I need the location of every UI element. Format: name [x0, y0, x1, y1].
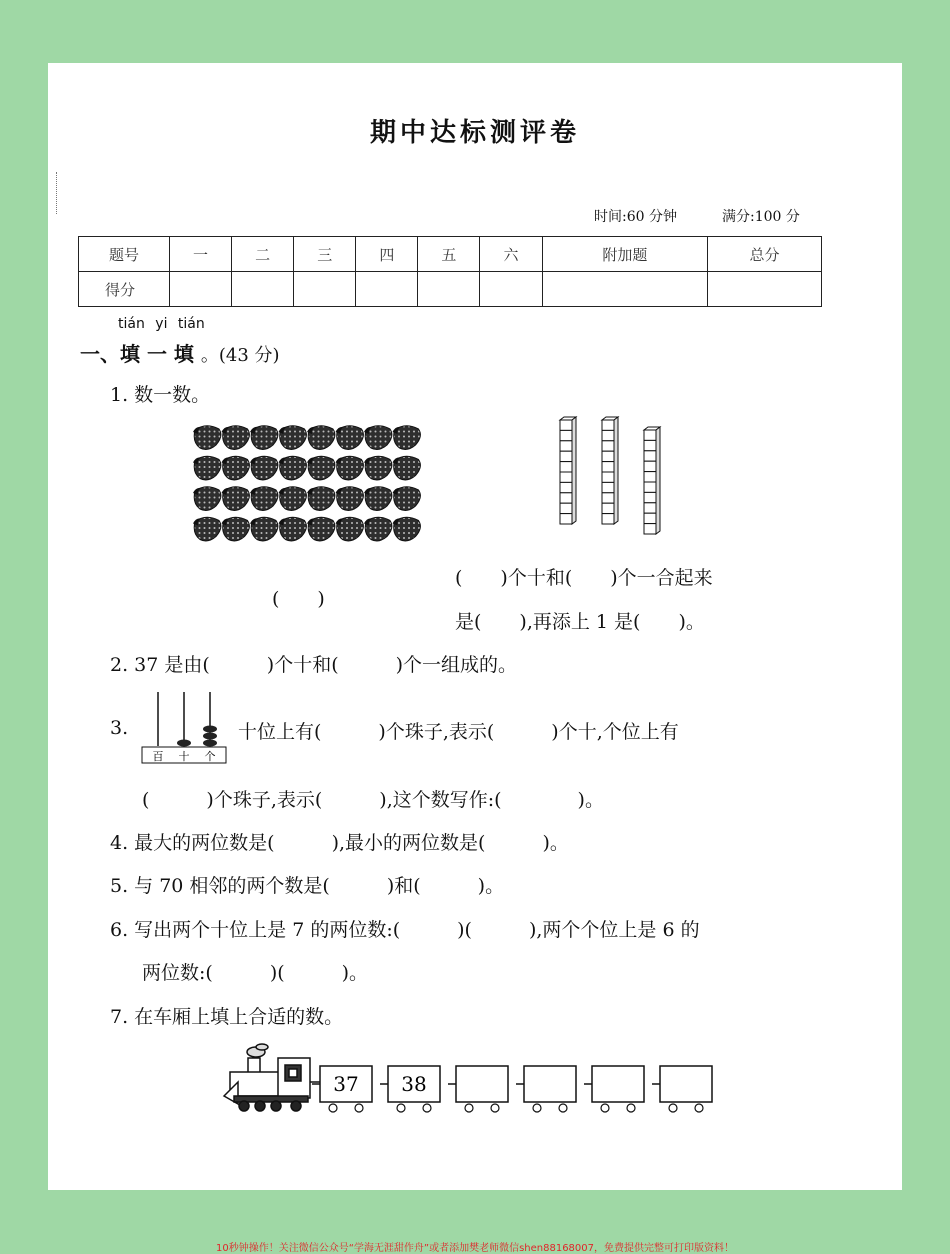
abacus-illustration	[140, 688, 232, 768]
q1-line2: 是( ),再添上 1 是( )。	[455, 611, 705, 633]
score-cell[interactable]	[170, 272, 232, 307]
tens-rods-illustration	[552, 416, 664, 538]
header-cell: 二	[232, 237, 294, 272]
train-car[interactable]	[448, 1066, 508, 1112]
tens-rod	[644, 427, 660, 534]
strawberry-icon	[279, 487, 307, 511]
strawberry-icon	[279, 426, 307, 450]
strawberry-icon	[307, 426, 335, 450]
strawberry-grid-illustration	[192, 420, 432, 548]
train-car[interactable]	[516, 1066, 576, 1112]
strawberry-icon	[250, 456, 278, 480]
train-car[interactable]	[312, 1066, 372, 1112]
train-illustration	[220, 1042, 720, 1120]
ones-bead	[203, 740, 217, 747]
strawberry-icon	[364, 517, 392, 541]
strawberry-icon	[393, 456, 421, 480]
strawberry-icon	[222, 426, 250, 450]
binding-line	[56, 172, 57, 214]
strawberry-icon	[307, 487, 335, 511]
score-table-header-row	[79, 237, 822, 272]
ones-bead	[203, 733, 217, 740]
footer-notice: 10秒钟操作！关注微信公众号“学海无涯甜作舟”或者添加樊老师微信shen88168007，免费提供完整可打印版资料！	[215, 1243, 735, 1254]
q3-line1: 十位上有( )个珠子,表示( )个十,个位上有	[238, 721, 679, 743]
strawberry-icon	[222, 456, 250, 480]
strawberry-icon	[250, 426, 278, 450]
header-cell: 题号	[79, 237, 170, 272]
header-cell: 三	[294, 237, 356, 272]
strawberry-icon	[364, 456, 392, 480]
header-cell: 四	[356, 237, 418, 272]
score-cell[interactable]	[542, 272, 708, 307]
q6-line2: 两位数:( )( )。	[142, 962, 369, 984]
q3-number: 3.	[110, 717, 129, 739]
score-table	[78, 236, 822, 307]
header-cell: 五	[418, 237, 480, 272]
abacus-label: 百	[152, 750, 164, 763]
score-cell[interactable]	[418, 272, 480, 307]
score-cell[interactable]	[356, 272, 418, 307]
section-points: 。(43 分)	[200, 345, 280, 366]
score-cell[interactable]	[708, 272, 822, 307]
strawberry-icon	[336, 487, 364, 511]
strawberry-icon	[364, 487, 392, 511]
strawberry-icon	[393, 517, 421, 541]
q3-line2: ( )个珠子,表示( ),这个数写作:( )。	[142, 789, 604, 811]
train-car[interactable]	[380, 1066, 440, 1112]
q4-text: 4. 最大的两位数是( ),最小的两位数是( )。	[110, 832, 569, 854]
header-cell: 附加题	[542, 237, 708, 272]
abacus-label: 十	[178, 750, 190, 763]
train-car[interactable]	[584, 1066, 644, 1112]
strawberry-icon	[222, 517, 250, 541]
score-cell[interactable]	[294, 272, 356, 307]
strawberry-icon	[193, 426, 221, 450]
row-label: 得分	[79, 272, 170, 307]
strawberry-icon	[250, 487, 278, 511]
strawberry-icon	[307, 517, 335, 541]
train-car-number: 37	[333, 1072, 359, 1096]
strawberry-icon	[279, 456, 307, 480]
q5-text: 5. 与 70 相邻的两个数是( )和( )。	[110, 875, 505, 897]
q6-line1: 6. 写出两个十位上是 7 的两位数:( )( ),两个个位上是 6 的	[110, 919, 700, 941]
ones-bead	[203, 726, 217, 733]
section-label: 一、填 一 填	[80, 342, 194, 366]
section-heading	[80, 338, 280, 367]
page-title: 期中达标测评卷	[369, 118, 580, 148]
strawberry-icon	[336, 426, 364, 450]
train-car-number: 38	[401, 1072, 427, 1096]
strawberry-icon	[307, 456, 335, 480]
locomotive-icon	[224, 1044, 320, 1111]
strawberry-icon	[193, 517, 221, 541]
q1-label: 1. 数一数。	[110, 384, 211, 406]
tens-rod	[602, 417, 618, 524]
strawberry-icon	[393, 426, 421, 450]
strawberry-icon	[279, 517, 307, 541]
strawberry-icon	[222, 487, 250, 511]
q1-count-blank[interactable]: ( )	[272, 588, 325, 610]
strawberry-icon	[250, 517, 278, 541]
header-cell: 一	[170, 237, 232, 272]
full-score-info: 满分:100 分	[722, 209, 800, 225]
q7-label: 7. 在车厢上填上合适的数。	[110, 1006, 344, 1028]
q2-text: 2. 37 是由( )个十和( )个一组成的。	[110, 654, 518, 676]
header-cell: 总分	[708, 237, 822, 272]
strawberry-icon	[393, 487, 421, 511]
train-car[interactable]	[652, 1066, 712, 1112]
time-info: 时间:60 分钟	[594, 209, 677, 225]
strawberry-icon	[364, 426, 392, 450]
strawberry-icon	[193, 456, 221, 480]
score-table-score-row	[79, 272, 822, 307]
abacus-label: 个	[204, 750, 216, 763]
strawberry-icon	[193, 487, 221, 511]
header-cell: 六	[480, 237, 542, 272]
tens-bead	[177, 740, 191, 747]
section-pinyin: tián yi tián	[118, 316, 205, 332]
strawberry-icon	[336, 456, 364, 480]
q1-line1: ( )个十和( )个一合起来	[455, 567, 713, 589]
strawberry-icon	[336, 517, 364, 541]
score-cell[interactable]	[232, 272, 294, 307]
tens-rod	[560, 417, 576, 524]
score-cell[interactable]	[480, 272, 542, 307]
